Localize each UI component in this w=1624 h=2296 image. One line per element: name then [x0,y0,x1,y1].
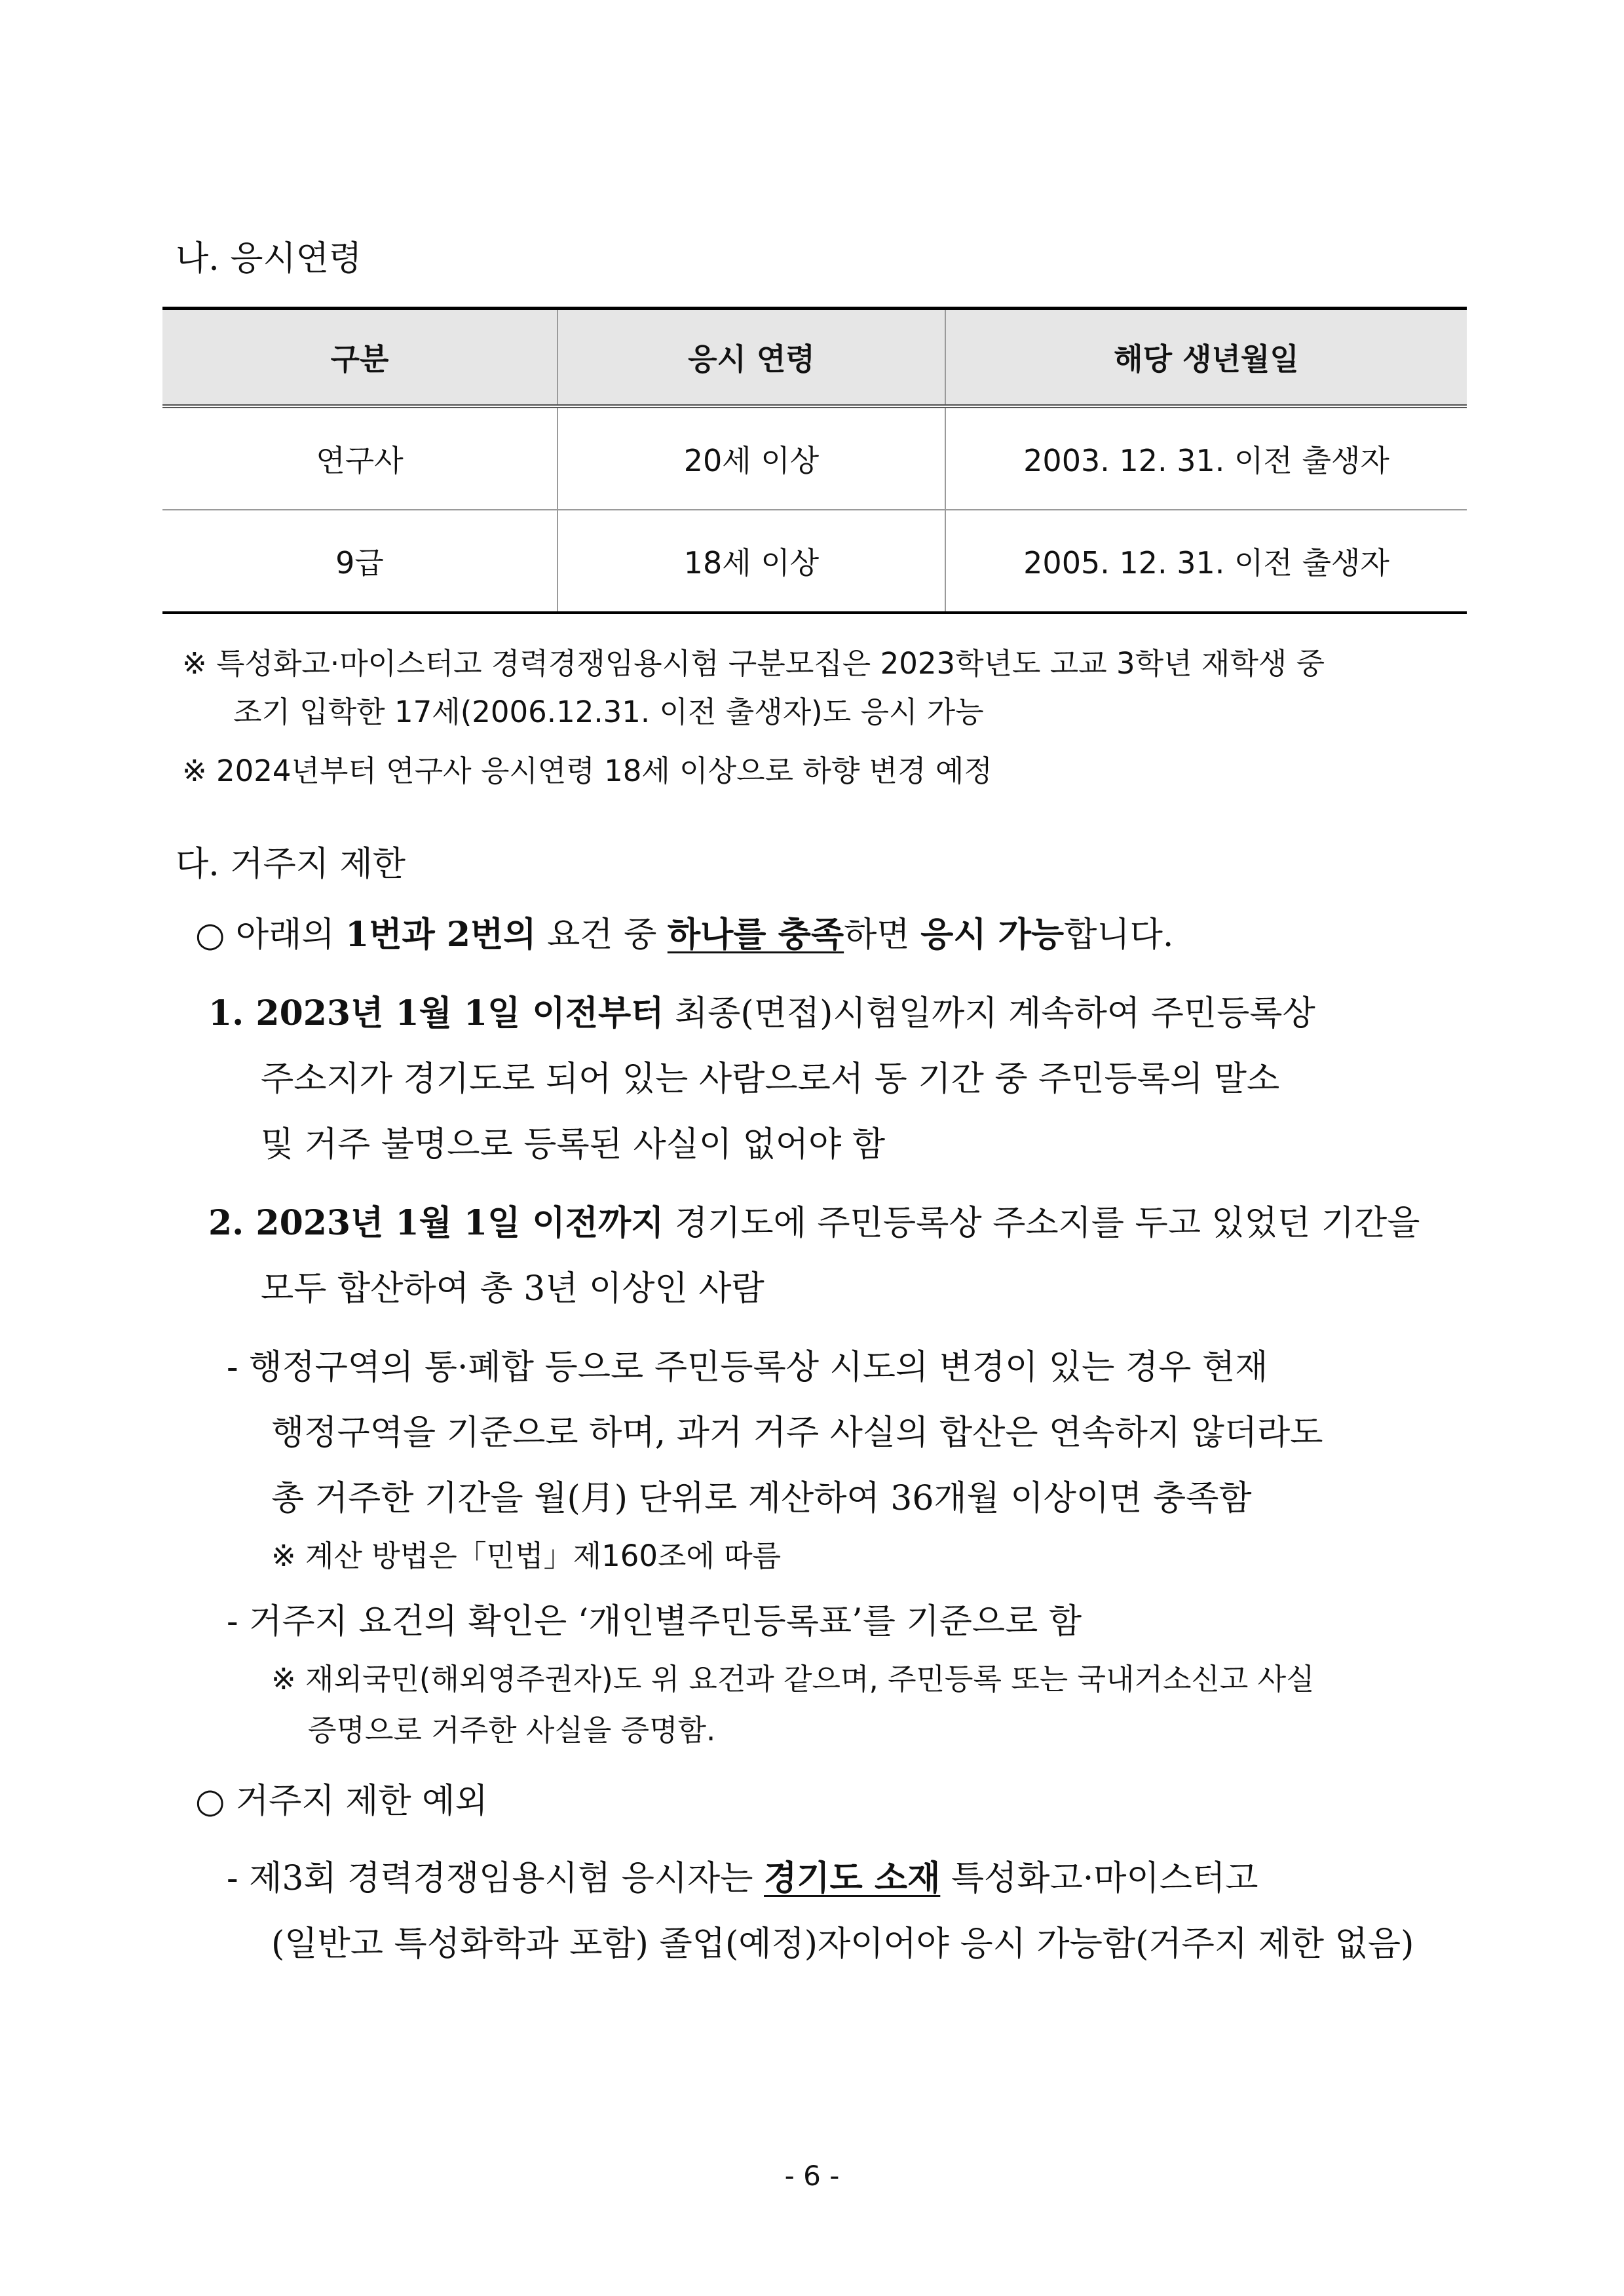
item-2-rest: 경기도에 주민등록상 주소지를 두고 있었던 기간을 [664,1204,1420,1243]
cell-birthdate: 2005. 12. 31. 이전 출생자 [945,510,1467,613]
intro-text-5: 하면 [844,915,921,955]
dash-2-line-1: - 거주지 요건의 확인은 ‘개인별주민등록표’를 기준으로 함 [227,1602,1082,1641]
circle-bullet-icon: ○ [195,915,225,955]
item-1-line-3: 및 거주 불명으로 등록된 사실이 없어야 함 [261,1125,886,1164]
cell-age: 20세 이상 [557,406,945,510]
exception-line-2: (일반고 특성화학과 포함) 졸업(예정)자이어야 응시 가능함(거주지 제한 없음) [271,1924,1414,1964]
dash-2-note-line-1: ※ 재외국민(해외영주권자)도 위 요건과 같으며, 주민등록 또는 국내거소신고 사실 [271,1662,1315,1696]
cell-category: 연구사 [162,406,557,510]
cell-birthdate: 2003. 12. 31. 이전 출생자 [945,406,1467,510]
residence-intro [195,907,1173,956]
item-1-rest: 최종(면접)시험일까지 계속하여 주민등록상 [664,994,1315,1033]
header-category: 구분 [162,309,557,407]
section-title-age: 나. 응시연령 [176,239,362,278]
dash-2-note-line-2: 증명으로 거주한 사실을 증명함. [308,1713,716,1748]
dash-1-note: ※ 계산 방법은「민법」제160조에 따름 [271,1539,782,1573]
age-note-2: ※ 2024년부터 연구사 응시연령 18세 이상으로 하향 변경 예정 [182,754,992,788]
header-birthdate: 해당 생년월일 [945,309,1467,407]
page-number: - 6 - [784,2160,840,2192]
dash-1-line-3: 총 거주한 기간을 월(月) 단위로 계산하여 36개월 이상이면 충족함 [271,1479,1252,1518]
table-header-row [162,309,1467,407]
exception-text-a: - 제3회 경력경쟁임용시험 응시자는 [227,1859,765,1898]
age-note-1-line-2: 조기 입학한 17세(2006.12.31. 이전 출생자)도 응시 가능 [233,695,984,729]
dash-1-line-1: - 행정구역의 통·폐합 등으로 주민등록상 시도의 변경이 있는 경우 현재 [227,1348,1268,1387]
section-title-residence: 다. 거주지 제한 [176,845,406,884]
item-1-line-1 [208,985,1315,1035]
exception-line-1 [227,1850,1258,1900]
exception-text-c: 특성화고·마이스터고 [940,1859,1258,1898]
intro-text-1: 아래의 [235,915,346,955]
cell-category: 9급 [162,510,557,613]
item-2-bold: 2. 2023년 1월 1일 이전까지 [208,1203,664,1243]
cell-age: 18세 이상 [557,510,945,613]
intro-text-6: 응시 가능 [920,915,1065,955]
intro-text-2: 1번과 2번의 [345,915,537,955]
dash-1-line-2: 행정구역을 기준으로 하며, 과거 거주 사실의 합산은 연속하지 않더라도 [271,1413,1323,1453]
intro-text-3: 요건 중 [536,915,668,955]
age-note-1-line-1: ※ 특성화고·마이스터고 경력경쟁임용시험 구분모집은 2023학년도 고교 3학년 재학생 중 [182,646,1325,681]
exception-text-b: 경기도 소재 [764,1858,941,1898]
item-2-line-2: 모두 합산하여 총 3년 이상인 사람 [261,1269,765,1309]
exception-title: ○ 거주지 제한 예외 [195,1782,488,1821]
intro-text-7: 합니다. [1064,915,1174,955]
item-1-bold: 1. 2023년 1월 1일 이전부터 [208,993,664,1033]
header-age: 응시 연령 [557,309,945,407]
item-1-line-2: 주소지가 경기도로 되어 있는 사람으로서 동 기간 중 주민등록의 말소 [261,1060,1280,1099]
item-2-line-1 [208,1195,1420,1244]
age-table [162,307,1467,614]
table-row [162,510,1467,613]
intro-text-4: 하나를 충족 [667,915,844,955]
table-row [162,406,1467,510]
